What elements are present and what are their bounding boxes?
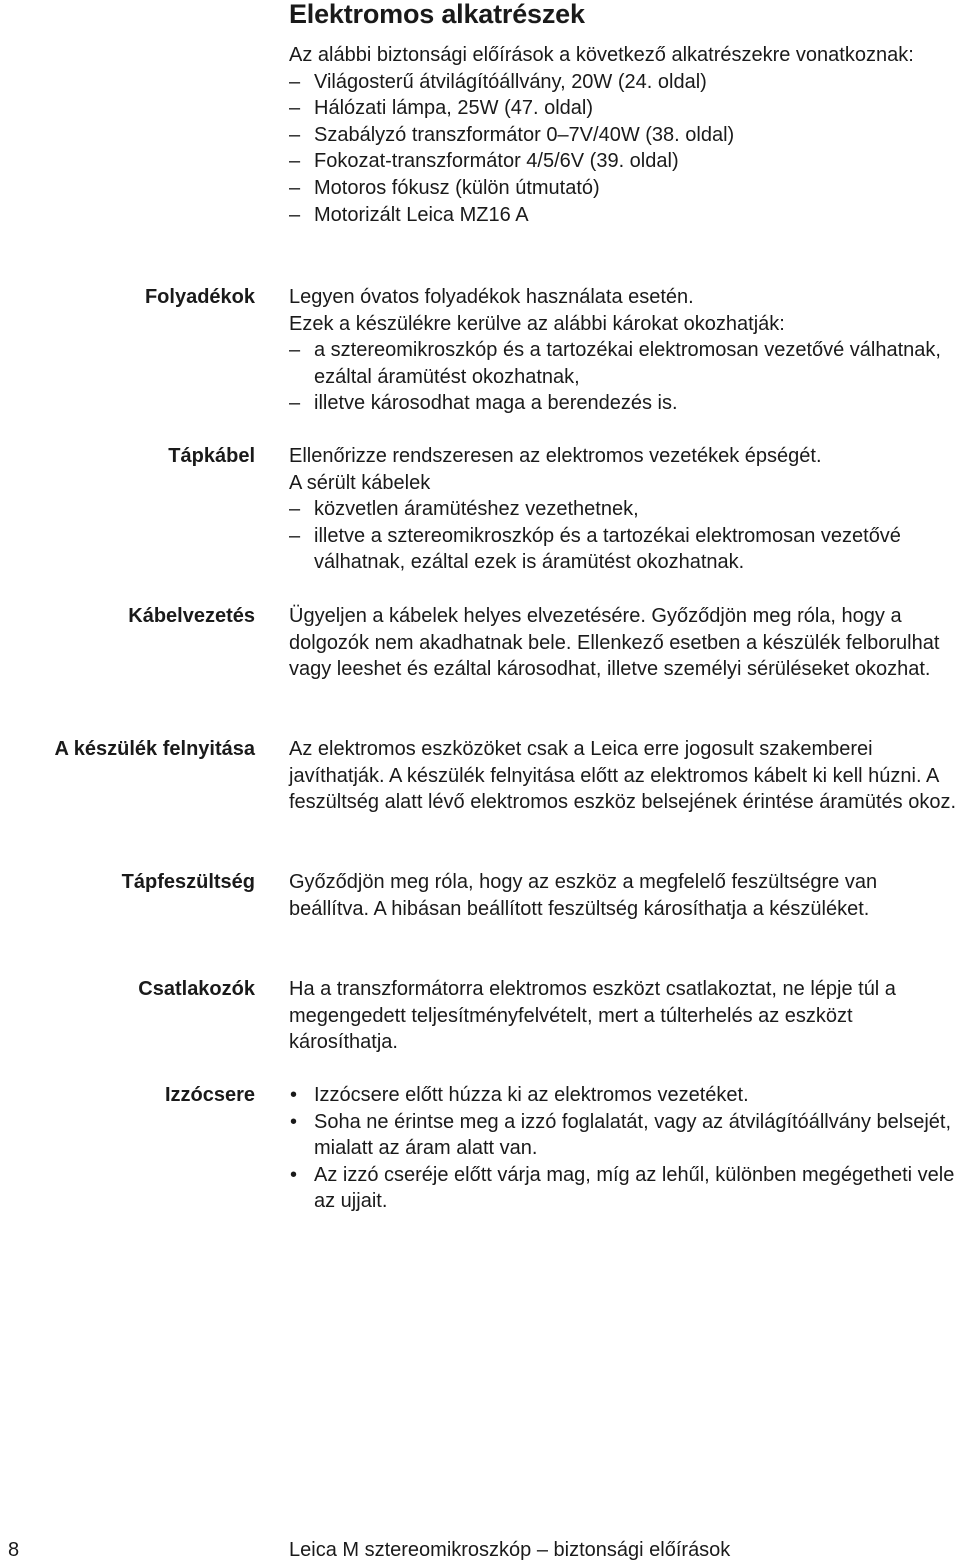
section-connectors bbox=[289, 976, 959, 1056]
section-opening bbox=[289, 736, 959, 816]
section-label-opening: A készülék felnyitása bbox=[54, 738, 255, 760]
power-cable-item: – közvetlen áramütéshez vezethetnek, bbox=[289, 496, 959, 523]
page-title: Elektromos alkatrészek bbox=[289, 0, 585, 29]
bulb-replacement-item: • Az izzó cseréje előtt várja mag, míg az lehűl, különben megégetheti vele az ujjait. bbox=[289, 1162, 959, 1215]
component-item: – Fokozat-transzformátor 4/5/6V (39. oldal) bbox=[289, 148, 959, 175]
component-item: – Motoros fókusz (külön útmutató) bbox=[289, 175, 959, 202]
section-bulb-replacement bbox=[289, 1082, 959, 1215]
bulb-replacement-item: • Soha ne érintse meg a izzó foglalatát, vagy az átvilágítóállvány belsejét, mialatt az áram alatt van. bbox=[289, 1109, 959, 1162]
section-label-voltage: Tápfeszültség bbox=[121, 871, 255, 893]
page-number: 8 bbox=[8, 1539, 20, 1561]
section-label-power-cable: Tápkábel bbox=[168, 445, 255, 467]
fluids-list bbox=[289, 337, 959, 417]
bulb-replacement-list bbox=[289, 1082, 959, 1215]
power-cable-list bbox=[289, 496, 959, 576]
component-item: – Világosterű átvilágítóállvány, 20W (24. oldal) bbox=[289, 69, 959, 96]
connectors-text: Ha a transzformátorra elektromos eszközt csatlakoztat, ne lépje túl a megengedett teljesítményfelvételt, mert a túlterhelés az eszközt károsíthatja. bbox=[289, 978, 896, 1054]
cable-routing-text: Ügyeljen a kábelek helyes elvezetésére. Győződjön meg róla, hogy a dolgozók nem akadhatnak bele. Ellenkező esetben a készülék felborulhat vagy leeshet és ezáltal károsodhat, illetve személyi sérüléseket okozhat. bbox=[289, 605, 940, 681]
component-item: – Hálózati lámpa, 25W (47. oldal) bbox=[289, 95, 959, 122]
intro-section bbox=[289, 42, 959, 228]
component-item: – Szabályzó transzformátor 0–7V/40W (38. oldal) bbox=[289, 122, 959, 149]
fluids-line1: Legyen óvatos folyadékok használata esetén. bbox=[289, 286, 694, 308]
power-cable-line2: A sérült kábelek bbox=[289, 471, 431, 494]
fluids-line2: Ezek a készülékre kerülve az alábbi károkat okozhatják: bbox=[289, 312, 785, 335]
fluids-item: – illetve károsodhat maga a berendezés is. bbox=[289, 390, 959, 417]
voltage-text: Győződjön meg róla, hogy az eszköz a megfelelő feszültségre van beállítva. A hibásan beállított feszültség károsíthatja a készüléket. bbox=[289, 871, 878, 920]
section-label-fluids: Folyadékok bbox=[144, 286, 255, 308]
component-list bbox=[289, 69, 959, 229]
section-label-bulb-replacement: Izzócsere bbox=[164, 1084, 255, 1106]
intro-text: Az alábbi biztonsági előírások a következő alkatrészekre vonatkoznak: bbox=[289, 44, 914, 66]
section-cable-routing bbox=[289, 603, 959, 683]
component-item: – Motorizált Leica MZ16 A bbox=[289, 202, 959, 229]
footer-title: Leica M sztereomikroszkóp – biztonsági előírások bbox=[289, 1539, 731, 1561]
section-label-connectors: Csatlakozók bbox=[138, 978, 255, 1000]
power-cable-line1: Ellenőrizze rendszeresen az elektromos vezetékek épségét. bbox=[289, 445, 822, 467]
section-power-cable bbox=[289, 443, 959, 576]
section-label-cable-routing: Kábelvezetés bbox=[128, 605, 255, 627]
section-fluids bbox=[289, 284, 959, 417]
section-voltage bbox=[289, 869, 959, 922]
opening-text: Az elektromos eszközöket csak a Leica erre jogosult szakemberei javíthatják. A készülék felnyitása előtt az elektromos kábelt ki kell húzni. A feszültség alatt lévő elektromos eszköz belsejének érintése áramütés okoz. bbox=[289, 738, 957, 814]
power-cable-item: – illetve a sztereomikroszkóp és a tartozékai elektromosan vezetővé válhatnak, ezáltal ezek is áramütést okozhatnak. bbox=[289, 523, 959, 576]
fluids-item: – a sztereomikroszkóp és a tartozékai elektromosan vezetővé válhatnak, ezáltal áramütést okozhatnak, bbox=[289, 337, 959, 390]
bulb-replacement-item: • Izzócsere előtt húzza ki az elektromos vezetéket. bbox=[289, 1082, 959, 1109]
